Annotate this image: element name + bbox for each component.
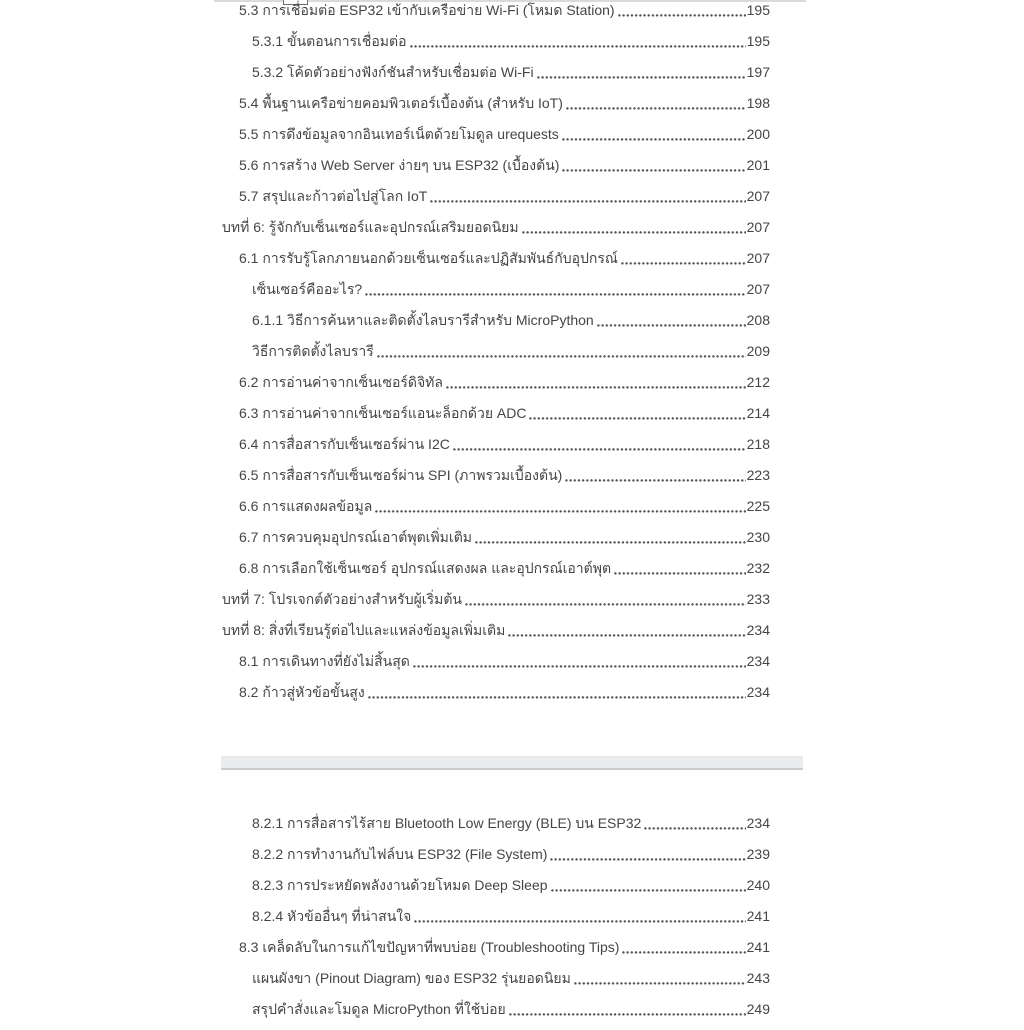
toc-entry-title: 8.2.3 การประหยัดพลังงานด้วยโหมด Deep Sleep [252,877,548,893]
toc-entry-title: 8.2.4 หัวข้ออื่นๆ ที่น่าสนใจ [252,908,412,924]
toc-entry-page-number: 234 [746,622,770,638]
toc-entry-title: 6.1.1 วิธีการค้นหาและติดตั้งไลบรารีสำหรับ MicroPython [252,312,594,328]
toc-entry-page-number: 241 [746,939,770,955]
toc-entry-page-number: 197 [746,64,770,80]
toc-entry-page-number: 212 [746,374,770,390]
toc-entry[interactable] [222,62,770,93]
dot-leader [566,106,746,110]
dot-leader [597,323,746,327]
toc-entry-title: 6.5 การสื่อสารกับเซ็นเซอร์ผ่าน SPI (ภาพรวมเบื้องต้น) [239,467,563,483]
toc-entry-page-number: 208 [746,312,770,328]
toc-entry-title: 8.2 ก้าวสู่หัวข้อขั้นสูง [239,684,365,700]
toc-entry-page-number: 234 [746,653,770,669]
dot-leader [410,44,746,48]
toc-entry[interactable] [222,558,770,589]
toc-entry-page-number: 230 [746,529,770,545]
toc-entry-title: 5.3.1 ขั้นตอนการเชื่อมต่อ [252,33,407,49]
page-break-gap [221,756,803,770]
toc-entry[interactable] [222,31,770,62]
dot-leader [522,230,746,234]
toc-entry[interactable] [222,906,770,937]
toc-entry[interactable] [222,248,770,279]
dot-leader [508,633,745,637]
dot-leader [565,478,745,482]
dot-leader [475,540,746,544]
toc-entry[interactable] [222,434,770,465]
dot-leader [562,168,745,172]
dot-leader [618,13,746,17]
toc-entry[interactable] [222,124,770,155]
toc-entry[interactable] [222,496,770,527]
toc-entry-page-number: 201 [746,157,770,173]
toc-entry[interactable] [222,93,770,124]
toc-entry[interactable] [222,465,770,496]
toc-entry[interactable] [222,341,770,372]
toc-entry-page-number: 234 [746,684,770,700]
toc-entry[interactable] [222,968,770,999]
toc-entry-title: 8.2.2 การทำงานกับไฟล์บน ESP32 (File System) [252,846,548,862]
dot-leader [375,509,745,513]
dot-leader [465,602,746,606]
toc-entry-title: บทที่ 8: สิ่งที่เรียนรู้ต่อไปและแหล่งข้อมูลเพิ่มเติม [222,622,506,638]
toc-entry-page-number: 200 [746,126,770,142]
toc-entry[interactable] [222,813,770,844]
toc-entry-title: แผนผังขา (Pinout Diagram) ของ ESP32 รุ่นยอดนิยม [252,970,571,986]
dot-leader [562,137,746,141]
toc-entry[interactable] [222,651,770,682]
toc-entry[interactable] [222,844,770,875]
toc-entry-title: บทที่ 7: โปรเจกต์ตัวอย่างสำหรับผู้เริ่มต้น [222,591,462,607]
toc-entry-title: 5.3 การเชื่อมต่อ ESP32 เข้ากับเครือข่าย Wi-Fi (โหมด Station) [239,2,615,18]
toc-entry-title: 8.2.1 การสื่อสารไร้สาย Bluetooth Low Energy (BLE) บน ESP32 [252,815,642,831]
toc-entry-title: สรุปคำสั่งและโมดูล MicroPython ที่ใช้บ่อย [252,1001,506,1017]
dot-leader [509,1012,746,1016]
toc-entry[interactable] [222,155,770,186]
dot-leader [614,571,746,575]
toc-page-1 [222,0,770,713]
toc-entry-page-number: 209 [746,343,770,359]
toc-entry-title: 8.1 การเดินทางที่ยังไม่สิ้นสุด [239,653,410,669]
dot-leader [368,695,746,699]
toc-entry-title: 5.6 การสร้าง Web Server ง่ายๆ บน ESP32 (เบื้องต้น) [239,157,560,173]
dot-leader [377,354,746,358]
toc-entry-page-number: 243 [746,970,770,986]
dot-leader [529,416,745,420]
toc-entry[interactable] [222,620,770,651]
toc-entry-title: 6.8 การเลือกใช้เซ็นเซอร์ อุปกรณ์แสดงผล และอุปกรณ์เอาต์พุต [239,560,612,576]
toc-entry-title: วิธีการติดตั้งไลบรารี [252,343,374,359]
dot-leader [574,981,746,985]
toc-entry-page-number: 207 [746,250,770,266]
toc-entry-title: บทที่ 6: รู้จักกับเซ็นเซอร์และอุปกรณ์เสริมยอดนิยม [222,219,519,235]
dot-leader [537,75,746,79]
toc-entry[interactable] [222,0,770,31]
dot-leader [414,919,745,923]
toc-entry-page-number: 233 [746,591,770,607]
toc-entry[interactable] [222,186,770,217]
toc-entry-page-number: 225 [746,498,770,514]
toc-entry-title: 6.6 การแสดงผลข้อมูล [239,498,373,514]
toc-entry-page-number: 214 [746,405,770,421]
dot-leader [621,261,746,265]
toc-entry-page-number: 207 [746,188,770,204]
toc-entry-page-number: 232 [746,560,770,576]
toc-entry-page-number: 195 [746,33,770,49]
toc-entry-page-number: 218 [746,436,770,452]
toc-entry-page-number: 198 [746,95,770,111]
dot-leader [446,385,746,389]
dot-leader [453,447,746,451]
toc-entry[interactable] [222,217,770,248]
toc-entry-page-number: 241 [746,908,770,924]
toc-entry-page-number: 207 [746,219,770,235]
toc-entry-page-number: 240 [746,877,770,893]
toc-entry-page-number: 195 [746,2,770,18]
toc-entry[interactable] [222,682,770,713]
toc-entry[interactable] [222,937,770,968]
toc-entry-page-number: 234 [746,815,770,831]
toc-entry[interactable] [222,589,770,620]
toc-entry-title: 5.3.2 โค้ดตัวอย่างฟังก์ชันสำหรับเชื่อมต่อ Wi-Fi [252,64,534,80]
toc-entry[interactable] [222,403,770,434]
dot-leader [644,826,745,830]
dot-leader [430,199,745,203]
toc-entry-page-number: 223 [746,467,770,483]
dot-leader [622,950,745,954]
toc-entry-title: 6.7 การควบคุมอุปกรณ์เอาต์พุตเพิ่มเติม [239,529,473,545]
toc-entry[interactable] [222,310,770,341]
toc-entry-title: 8.3 เคล็ดลับในการแก้ไขปัญหาที่พบบ่อย (Troubleshooting Tips) [239,939,620,955]
toc-entry-page-number: 207 [746,281,770,297]
toc-entry[interactable] [222,875,770,906]
toc-entry-title: 5.5 การดึงข้อมูลจากอินเทอร์เน็ตด้วยโมดูล urequests [239,126,559,142]
toc-entry-title: 5.4 พื้นฐานเครือข่ายคอมพิวเตอร์เบื้องต้น (สำหรับ IoT) [239,95,563,111]
dot-leader [551,888,746,892]
toc-entry[interactable] [222,279,770,310]
toc-entry-title: 5.7 สรุปและก้าวต่อไปสู่โลก IoT [239,188,428,204]
toc-page-2 [222,813,770,1030]
dot-leader [413,664,746,668]
toc-entry-title: 6.2 การอ่านค่าจากเซ็นเซอร์ดิจิทัล [239,374,443,390]
toc-entry-title: 6.4 การสื่อสารกับเซ็นเซอร์ผ่าน I2C [239,436,450,452]
dot-leader [365,292,746,296]
toc-entry[interactable] [222,999,770,1030]
toc-entry-title: 6.1 การรับรู้โลกภายนอกด้วยเซ็นเซอร์และปฏิสัมพันธ์กับอุปกรณ์ [239,250,618,266]
toc-entry-page-number: 239 [746,846,770,862]
dot-leader [550,857,745,861]
toc-entry-page-number: 249 [746,1001,770,1017]
toc-entry-title: เซ็นเซอร์คืออะไร? [252,281,363,297]
toc-entry[interactable] [222,527,770,558]
toc-entry-title: 6.3 การอ่านค่าจากเซ็นเซอร์แอนะล็อกด้วย ADC [239,405,527,421]
toc-entry[interactable] [222,372,770,403]
